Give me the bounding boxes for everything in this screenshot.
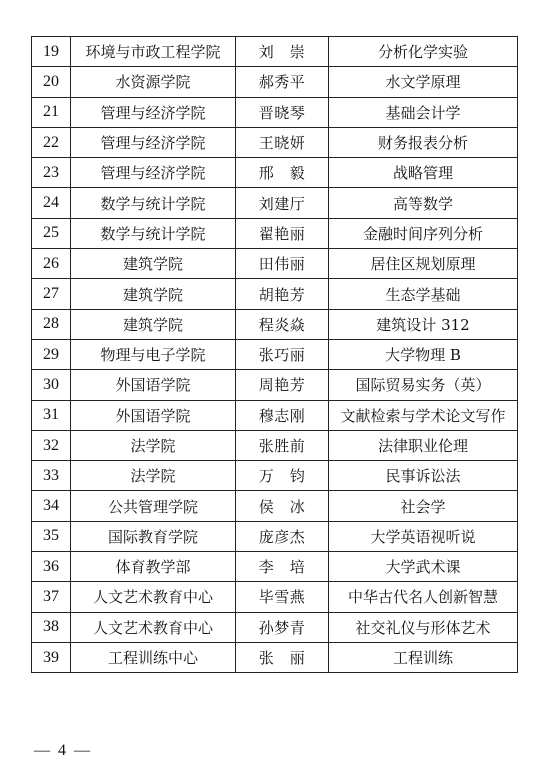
row-number-cell: 27 — [32, 279, 71, 309]
page-number: — 4 — — [34, 742, 92, 759]
course-name-cell: 大学物理 B — [329, 339, 518, 369]
row-number-cell: 38 — [32, 612, 71, 642]
table-row — [32, 339, 518, 369]
course-name-cell: 社交礼仪与形体艺术 — [329, 612, 518, 642]
teacher-name-cell: 刘 崇 — [236, 37, 329, 67]
department-cell: 体育教学部 — [71, 552, 236, 582]
department-cell: 国际教育学院 — [71, 521, 236, 551]
table-row — [32, 582, 518, 612]
row-number-cell: 31 — [32, 400, 71, 430]
table-row — [32, 67, 518, 97]
row-number-cell: 21 — [32, 97, 71, 127]
department-cell: 数学与统计学院 — [71, 218, 236, 248]
table-row — [32, 552, 518, 582]
row-number-cell: 39 — [32, 642, 71, 672]
course-name-cell: 文献检索与学术论文写作 — [329, 400, 518, 430]
course-name-cell: 法律职业伦理 — [329, 430, 518, 460]
department-cell: 物理与电子学院 — [71, 339, 236, 369]
course-name-cell: 社会学 — [329, 491, 518, 521]
course-name-cell: 民事诉讼法 — [329, 461, 518, 491]
teacher-name-cell: 田伟丽 — [236, 249, 329, 279]
table-row — [32, 400, 518, 430]
teacher-name-cell: 庞彦杰 — [236, 521, 329, 551]
table-row — [32, 612, 518, 642]
row-number-cell: 32 — [32, 430, 71, 460]
row-number-cell: 25 — [32, 218, 71, 248]
department-cell: 工程训练中心 — [71, 642, 236, 672]
department-cell: 外国语学院 — [71, 370, 236, 400]
row-number-cell: 35 — [32, 521, 71, 551]
teacher-name-cell: 穆志刚 — [236, 400, 329, 430]
course-name-cell: 高等数学 — [329, 188, 518, 218]
table-row — [32, 279, 518, 309]
table-row — [32, 218, 518, 248]
department-cell: 建筑学院 — [71, 279, 236, 309]
teacher-name-cell: 胡艳芳 — [236, 279, 329, 309]
course-name-cell: 建筑设计 312 — [329, 309, 518, 339]
course-name-cell: 大学英语视听说 — [329, 521, 518, 551]
teacher-name-cell: 万 钧 — [236, 461, 329, 491]
row-number-cell: 20 — [32, 67, 71, 97]
department-cell: 管理与经济学院 — [71, 158, 236, 188]
department-cell: 人文艺术教育中心 — [71, 612, 236, 642]
row-number-cell: 34 — [32, 491, 71, 521]
teacher-name-cell: 张胜前 — [236, 430, 329, 460]
teacher-name-cell: 张巧丽 — [236, 339, 329, 369]
course-name-cell: 国际贸易实务（英） — [329, 370, 518, 400]
course-name-cell: 分析化学实验 — [329, 37, 518, 67]
teacher-name-cell: 毕雪燕 — [236, 582, 329, 612]
table-row — [32, 97, 518, 127]
teacher-name-cell: 晋晓琴 — [236, 97, 329, 127]
teacher-name-cell: 李 培 — [236, 552, 329, 582]
department-cell: 人文艺术教育中心 — [71, 582, 236, 612]
department-cell: 管理与经济学院 — [71, 127, 236, 157]
row-number-cell: 29 — [32, 339, 71, 369]
department-cell: 公共管理学院 — [71, 491, 236, 521]
teacher-name-cell: 程炎焱 — [236, 309, 329, 339]
table-row — [32, 158, 518, 188]
course-teacher-table — [31, 36, 518, 673]
table-row — [32, 37, 518, 67]
table-row — [32, 127, 518, 157]
teacher-name-cell: 张 丽 — [236, 642, 329, 672]
row-number-cell: 24 — [32, 188, 71, 218]
department-cell: 法学院 — [71, 430, 236, 460]
table-row — [32, 430, 518, 460]
row-number-cell: 26 — [32, 249, 71, 279]
table-row — [32, 491, 518, 521]
course-name-cell: 生态学基础 — [329, 279, 518, 309]
department-cell: 建筑学院 — [71, 249, 236, 279]
table-row — [32, 309, 518, 339]
table-row — [32, 188, 518, 218]
teacher-name-cell: 邢 毅 — [236, 158, 329, 188]
course-name-cell: 战略管理 — [329, 158, 518, 188]
course-name-cell: 中华古代名人创新智慧 — [329, 582, 518, 612]
teacher-name-cell: 翟艳丽 — [236, 218, 329, 248]
table-row — [32, 370, 518, 400]
course-name-cell: 金融时间序列分析 — [329, 218, 518, 248]
course-name-cell: 财务报表分析 — [329, 127, 518, 157]
row-number-cell: 30 — [32, 370, 71, 400]
table-row — [32, 521, 518, 551]
department-cell: 管理与经济学院 — [71, 97, 236, 127]
table-row — [32, 461, 518, 491]
department-cell: 建筑学院 — [71, 309, 236, 339]
department-cell: 水资源学院 — [71, 67, 236, 97]
course-name-cell: 水文学原理 — [329, 67, 518, 97]
row-number-cell: 19 — [32, 37, 71, 67]
teacher-name-cell: 刘建厅 — [236, 188, 329, 218]
table-row — [32, 249, 518, 279]
course-name-cell: 大学武术课 — [329, 552, 518, 582]
course-name-cell: 基础会计学 — [329, 97, 518, 127]
department-cell: 法学院 — [71, 461, 236, 491]
table-body — [32, 37, 518, 673]
course-name-cell: 居住区规划原理 — [329, 249, 518, 279]
department-cell: 数学与统计学院 — [71, 188, 236, 218]
teacher-name-cell: 孙梦青 — [236, 612, 329, 642]
row-number-cell: 22 — [32, 127, 71, 157]
department-cell: 外国语学院 — [71, 400, 236, 430]
teacher-name-cell: 侯 冰 — [236, 491, 329, 521]
table-row — [32, 642, 518, 672]
department-cell: 环境与市政工程学院 — [71, 37, 236, 67]
row-number-cell: 33 — [32, 461, 71, 491]
row-number-cell: 23 — [32, 158, 71, 188]
row-number-cell: 37 — [32, 582, 71, 612]
teacher-name-cell: 周艳芳 — [236, 370, 329, 400]
teacher-name-cell: 郝秀平 — [236, 67, 329, 97]
course-name-cell: 工程训练 — [329, 642, 518, 672]
teacher-name-cell: 王晓妍 — [236, 127, 329, 157]
row-number-cell: 36 — [32, 552, 71, 582]
row-number-cell: 28 — [32, 309, 71, 339]
